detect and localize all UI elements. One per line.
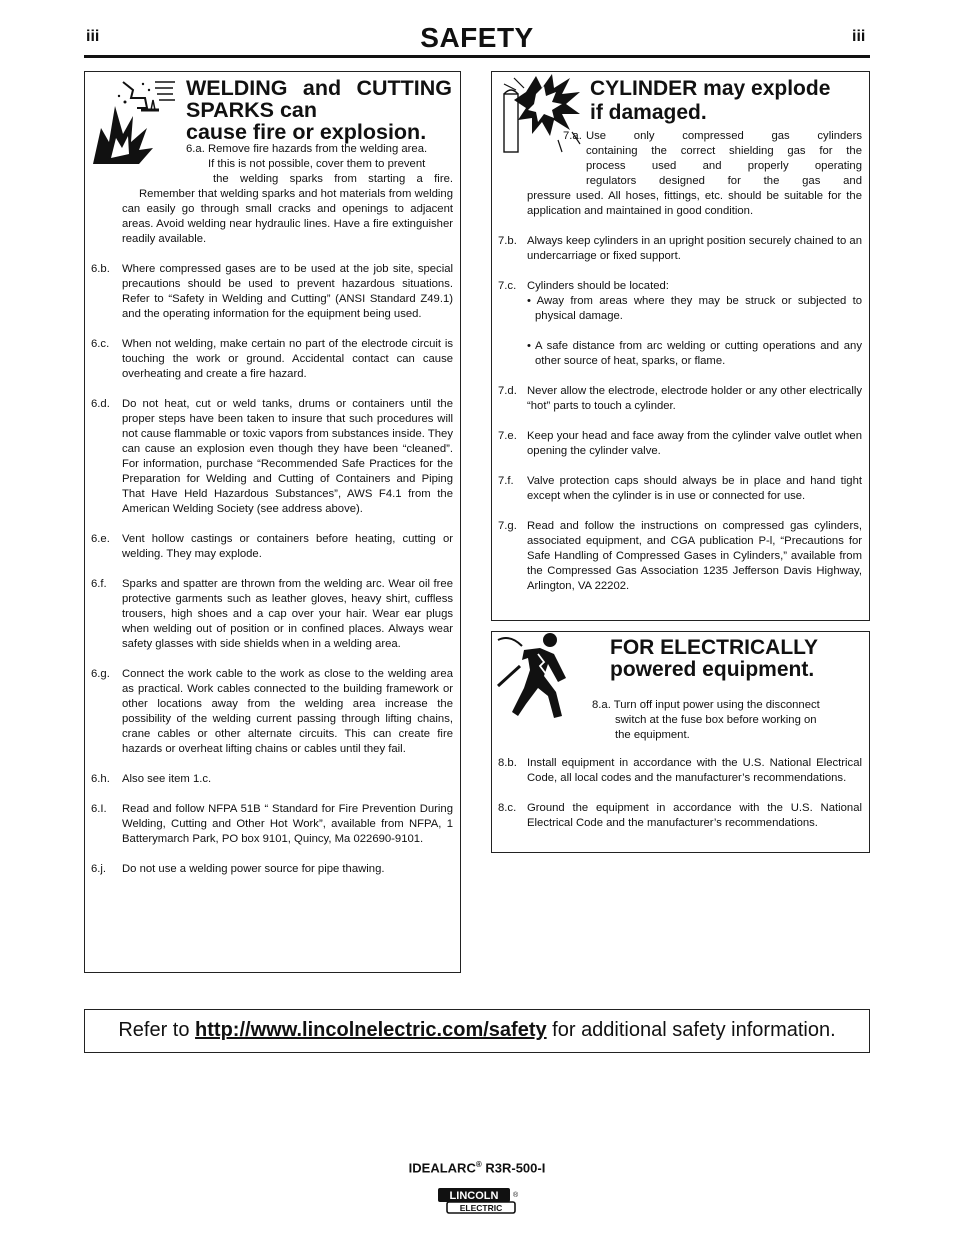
logo-top-text: LINCOLN [449, 1190, 499, 1202]
cylinder-item-label: 7.g. [498, 520, 517, 532]
welding-item-text: Where compressed gases are to be used at the job site, special precautions should be used to prevent hazardous situations. Refer to “Safety in Welding and Cutting” (ANSI Standard Z49.1) and the operating information for the equipment being used. [122, 263, 453, 320]
welding-heading-line-3: cause fire or explosion. [186, 120, 427, 144]
cylinder-item-label: 7.c. [498, 280, 517, 292]
reference-suffix: for additional safety information. [546, 1019, 836, 1041]
welding-item-label: 6.j. [91, 863, 107, 875]
cylinder-item-label: 7.b. [498, 235, 517, 247]
welding-item-label: 6.I. [91, 803, 107, 815]
electrical-item-label: 8.c. [498, 802, 517, 814]
cylinder-item-text: Valve protection caps should always be in place and hand tight except when the cylinder is in use or connected for use. [527, 475, 862, 502]
welding-item-label: 6.g. [91, 668, 110, 680]
cylinder-item [498, 474, 862, 504]
welding-6a-rest: Remember that welding sparks and hot materials from welding can easily go through small cracks and openings to adjacent areas. Avoid welding near hydraulic lines. Have a fire extinguisher readily available. [122, 188, 453, 245]
welding-list [91, 262, 453, 877]
cylinder-item-label: 7.e. [498, 430, 517, 442]
cylinder-heading-line-1: CYLINDER may explode [590, 77, 831, 100]
electrical-section [491, 631, 870, 853]
electrical-8a-line-3: the equipment. [615, 729, 690, 741]
cylinder-7a-line-2: containing the correct shielding gas for the [586, 145, 862, 157]
cylinder-7a-line-4: regulators designed for the gas and [586, 175, 862, 187]
cylinder-item-label: 7.a. [563, 130, 582, 142]
welding-item-text: Vent hollow castings or containers before heating, cutting or welding. They may explode. [122, 533, 453, 560]
lincoln-electric-logo [437, 1187, 519, 1215]
electrical-item [498, 801, 862, 831]
welding-6a-line-2: If this is not possible, cover them to prevent [208, 158, 426, 170]
cylinder-list [498, 384, 862, 594]
welding-items [91, 142, 453, 892]
cylinder-7c-bullet-2: • A safe distance from arc welding or cutting operations and any other source of heat, sparks, or flame. [527, 340, 862, 367]
logo-bottom-text: ELECTRIC [459, 1203, 503, 1213]
welding-item [91, 802, 453, 847]
welding-item [91, 577, 453, 652]
title-rule [84, 55, 870, 58]
electrical-items [498, 698, 862, 846]
safety-link[interactable]: http://www.lincolnelectric.com/safety [195, 1019, 547, 1041]
welding-item [91, 532, 453, 562]
welding-item-text: Do not heat, cut or weld tanks, drums or containers until the proper steps have been taken to insure that such procedures will not cause flammable or toxic vapors from substances inside. They can cause an explosion even though they have been “cleaned”. For information, purchase “Recommended Safe Practices for the Preparation for Welding and Cutting of Containers and Piping That Have Held Hazardous Substances”, AWS F4.1 from the American Welding Society (see address above). [122, 398, 453, 515]
cylinder-item-7c [498, 279, 862, 369]
model-prefix: IDEALARC [408, 1160, 476, 1176]
electrical-item-text: Install equipment in accordance with the U.S. National Electrical Code, all local codes and the manufacturer’s recommendations. [527, 757, 862, 784]
electrical-list [498, 756, 862, 831]
cylinder-item-text: Keep your head and face away from the cylinder valve outlet when opening the cylinder valve. [527, 430, 862, 457]
cylinder-7a-rest: pressure used. All hoses, fittings, etc. should be suitable for the application and maintained in good condition. [527, 190, 862, 217]
cylinder-items [498, 129, 862, 609]
welding-item-label: 6.h. [91, 773, 110, 785]
welding-item-text: When not welding, make certain no part of the electrode circuit is touching the work or ground. Accidental contact can cause overheating and create a fire hazard. [122, 338, 453, 380]
welding-item [91, 337, 453, 382]
cylinder-7a-line-1 [498, 129, 862, 144]
cylinder-item [498, 384, 862, 414]
welding-6a-line-3: the welding sparks from starting a fire. [213, 173, 453, 185]
welding-item-text: Also see item 1.c. [122, 773, 212, 785]
welding-item-label: 6.a. [186, 143, 205, 155]
welding-item-label: 6.b. [91, 263, 110, 275]
cylinder-item [498, 429, 862, 459]
cylinder-section [491, 71, 870, 621]
welding-item [91, 397, 453, 517]
welding-6a-line-1: Remove fire hazards from the welding area. [207, 143, 428, 155]
welding-item-label: 6.f. [91, 578, 107, 590]
cylinder-item-7b [498, 234, 862, 264]
logo-registered-mark: ® [513, 1192, 519, 1199]
welding-item-text: Connect the work cable to the work as close to the welding area as practical. Work cables connected to the building framework or other locations away from the welding area increase the possibility of the welding current passing through lifting chains, crane cables or other alternate circuits. This can create fire hazards or overheat lifting chains or cables until they fail. [122, 668, 453, 755]
welding-section [84, 71, 461, 973]
cylinder-heading [590, 77, 860, 125]
welding-heading-line-2: SPARKS can [186, 98, 318, 122]
cylinder-7a-line-3: process used and properly operating [586, 160, 862, 172]
welding-item [91, 862, 453, 877]
electrical-item-label: 8.a. [592, 699, 611, 711]
page-title: SAFETY [420, 22, 534, 53]
electrical-heading [610, 637, 860, 681]
electrical-item-label: 8.b. [498, 757, 517, 769]
cylinder-item-label: 7.d. [498, 385, 517, 397]
electrical-item [498, 756, 862, 786]
welding-item-label: 6.e. [91, 533, 110, 545]
cylinder-item [498, 519, 862, 594]
lincoln-logo-icon [437, 1187, 519, 1215]
welding-item-text: Read and follow NFPA 51B “ Standard for Fire Prevention During Welding, Cutting and Other Hot Work”, available from NFPA, 1 Batterymarch Park, PO box 9101, Quincy, Ma 022690-9101. [122, 803, 453, 845]
cylinder-7c-text: Cylinders should be located: [527, 280, 669, 292]
welding-heading [186, 77, 452, 143]
electrical-item-8a [498, 698, 862, 743]
welding-item-label: 6.d. [91, 398, 110, 410]
cylinder-item-text: Always keep cylinders in an upright position securely chained to an undercarriage or fixed support. [527, 235, 862, 262]
welding-item [91, 262, 453, 322]
welding-item-label: 6.c. [91, 338, 110, 350]
cylinder-item-text: Read and follow the instructions on compressed gas cylinders, associated equipment, and CGA publication P-l, “Precautions for Safe Handling of Compressed Gases in Cylinders,” available from the Compressed Gas Association 1235 Jefferson Davis Highway, Arlington, VA 22202. [527, 520, 862, 592]
welding-item-6a [91, 142, 453, 247]
welding-item [91, 667, 453, 757]
electrical-8a-line-1: Turn off input power using the disconnect [613, 699, 820, 711]
welding-item [91, 772, 453, 787]
safety-reference-text [85, 1019, 869, 1042]
cylinder-item-7a [498, 129, 862, 219]
electrical-heading-line-2: powered equipment. [610, 658, 815, 681]
page-number-left: iii [86, 28, 100, 45]
welding-heading-line-1: WELDING and CUTTING [186, 76, 452, 100]
electrical-8a-line-2: switch at the fuse box before working on [615, 714, 817, 726]
cylinder-item-label: 7.f. [498, 475, 514, 487]
cylinder-7c-bullet-1: • Away from areas where they may be struck or subjected to physical damage. [527, 295, 862, 322]
welding-item-text: Do not use a welding power source for pipe thawing. [122, 863, 385, 875]
cylinder-heading-line-2: if damaged. [590, 101, 707, 124]
electrical-item-text: Ground the equipment in accordance with the U.S. National Electrical Code and the manufacturer’s recommendations. [527, 802, 862, 829]
electrical-heading-line-1: FOR ELECTRICALLY [610, 636, 819, 659]
welding-item-text: Sparks and spatter are thrown from the welding arc. Wear oil free protective garments such as leather gloves, heavy shirt, cuffless trousers, high shoes and a cap over your hair. Wear ear plugs when welding out of position or in confined places. Always wear safety glasses with side shields when in a welding area. [122, 578, 453, 650]
reference-prefix: Refer to [118, 1019, 196, 1041]
model-suffix: R3R-500-I [481, 1160, 546, 1176]
cylinder-7a-line-1-text: Use only compressed gas cylinders [586, 130, 862, 142]
registered-mark: ® [475, 1160, 482, 1169]
cylinder-item-text: Never allow the electrode, electrode holder or any other electrically “hot” parts to touch a cylinder. [527, 385, 862, 412]
model-name [0, 1160, 954, 1175]
safety-reference-box [84, 1009, 870, 1053]
page-number-right: iii [852, 28, 866, 45]
